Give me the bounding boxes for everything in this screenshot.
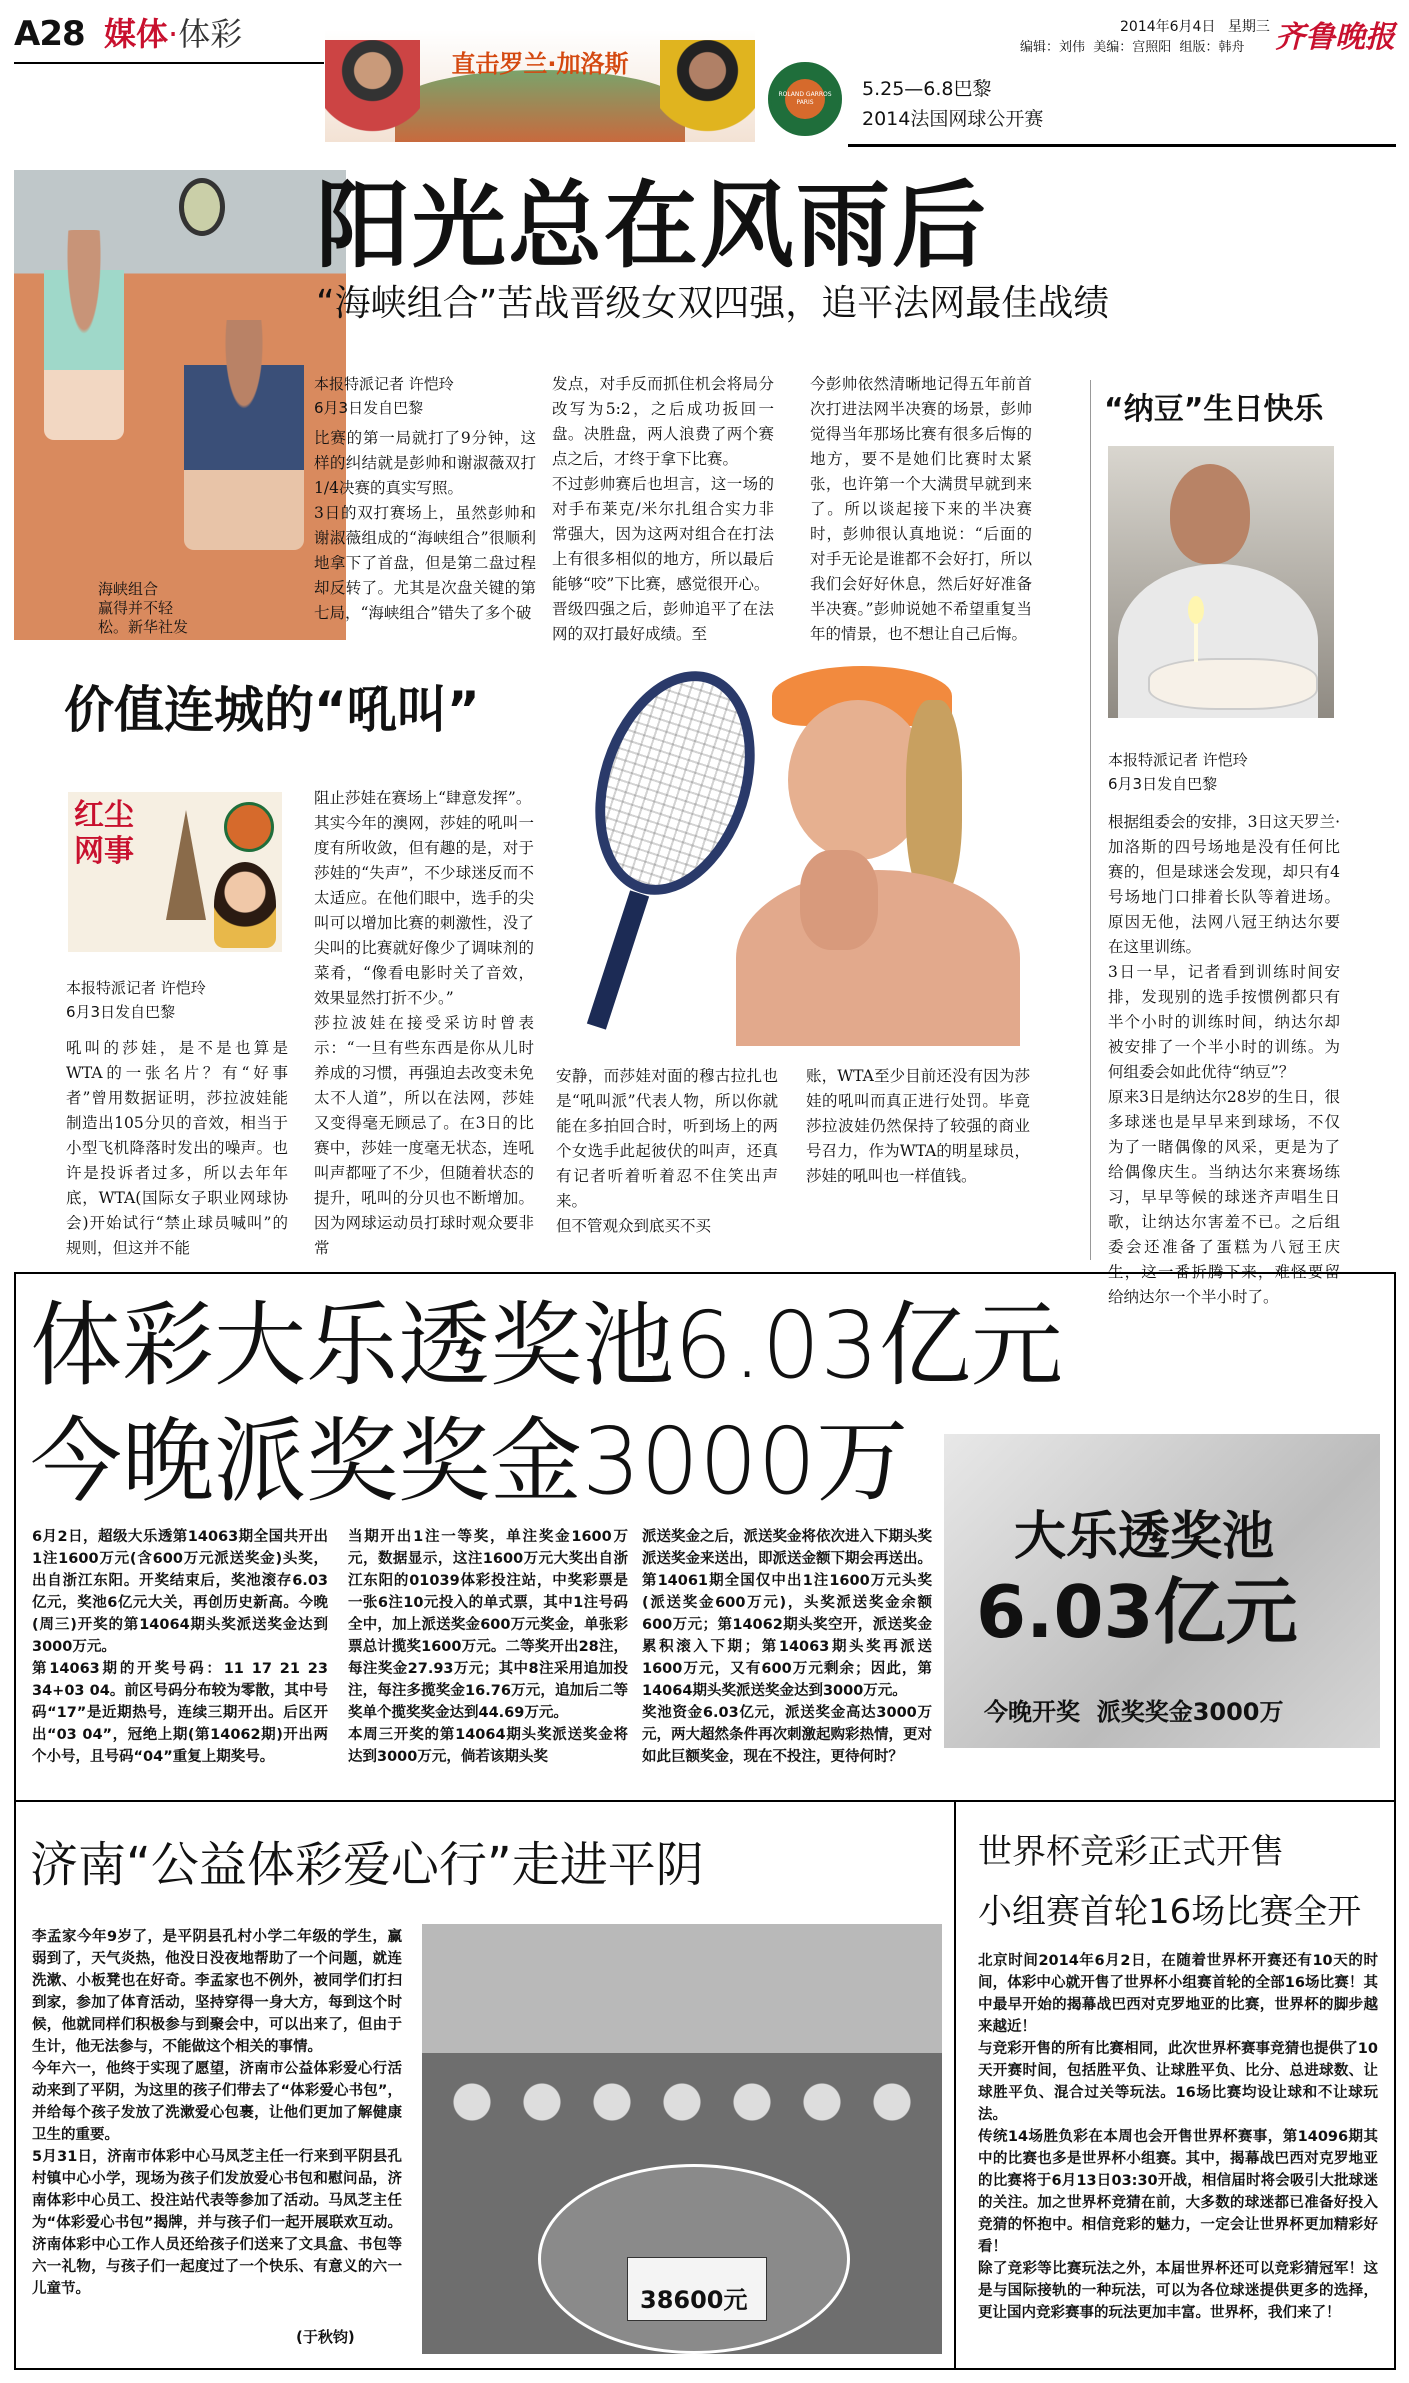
story1-title: 阳光总在风雨后	[316, 172, 989, 281]
lottery-promo-title: 大乐透奖池	[1014, 1507, 1275, 1567]
doubles-photo	[14, 170, 346, 640]
banner-title: 直击罗兰·加洛斯	[451, 50, 629, 78]
reporter-avatar	[214, 862, 276, 948]
lottery-promo-sub: 今晚开奖 派奖奖金3000万	[984, 1698, 1284, 1726]
player-one-figure	[44, 230, 124, 440]
roland-garros-mini-logo	[224, 802, 274, 852]
banner-player-left	[325, 40, 420, 142]
story3-title: 价值连城的“吼叫”	[64, 681, 480, 739]
birthday-cake	[1148, 658, 1318, 710]
cake-candle-flame	[1188, 596, 1204, 624]
racket-handle	[587, 890, 649, 1029]
story3-col1: 吼叫的莎娃，是不是也算是WTA的一张名片？有“好事者”曾用数据证明，莎拉波娃能制造出105分贝的音效，相当于小型飞机降落时发出的噪声。也许是投诉者过多，所以去年年底，WTA(国际女子职业网球协会)开始试行“禁止球员喊叫”的规则，但这并不能	[66, 1039, 288, 1257]
event-name: 2014法国网球公开赛	[862, 108, 1044, 130]
doubles-photo-caption: 海峡组合 赢得并不轻 松。新华社发	[98, 580, 189, 636]
issue-date-text: 2014年6月4日	[1120, 19, 1216, 35]
sharapova-hair	[906, 700, 962, 900]
sharapova-fist	[800, 850, 878, 950]
charity-title: 济南“公益体彩爱心行”走进平阴	[30, 1837, 704, 1893]
section-sub: 体彩	[178, 15, 243, 53]
worldcup-title-2: 小组赛首轮16场比赛全开	[978, 1892, 1362, 1932]
player-two-figure	[184, 320, 304, 550]
donation-check-amount: 38600元	[640, 2286, 748, 2314]
page-code: A28	[14, 14, 85, 54]
header-rule-left	[14, 62, 324, 64]
story1-col3: 今彭帅依然清晰地记得五年前首次打进法网半决赛的场景，彭帅觉得当年那场比赛有很多后悔的地方，要不是她们比赛时太紧张，也许第一个大满贯早就到来了。所以谈起接下来的半决赛时，彭帅很认真地说：“后面的对手无论是谁都不会好打，所以我们会好好休息，然后好好准备半决赛。”彭帅说她不希望重复当年的情景，也不想让自己后悔。	[810, 375, 1032, 643]
story2-title: “纳豆”生日快乐	[1104, 392, 1324, 427]
story2-body: 根据组委会的安排，3日这天罗兰·加洛斯的四号场地是没有任何比赛的，但是球迷会发现，却只有4号场地门口排着长队等着进场。原因无他，法网八冠王纳达尔要在这里训练。 3日一早，记者看到训练时间安排，发现别的选手按惯例都只有半个小时的训练时间，纳达尔却被安排了一个半小时的训练。为何组委会如此优待“纳豆”？ 原来3日是纳达尔28岁的生日，很多球迷也是早早来到球场，不仅为了一睹偶像的风采，更是为了给偶像庆生。当纳达尔来赛场练习，早早等候的球迷齐声唱生日歌，让纳达尔害羞不已。之后组委会还准备了蛋糕为八冠王庆生，这一番折腾下来，难怪要留给纳达尔一个半小时了。	[1108, 813, 1340, 1306]
lottery-col3: 派送奖金之后，派送奖金将依次进入下期头奖派送奖金来送出，即派送金额下期会再送出。第14061期全国仅中出1注1600万元头奖(派送奖金600万元)，头奖派送奖金余额600万元；第14062期头奖空开，派送奖金累积滚入下期；第14063期头奖再派送1600万元，又有600万元剩余；因此，第14064期头奖派送奖金达到3000万元。 奖池资金6.03亿元，派送奖金高达3000万元，两大超然条件再次刺激起购彩热情，更对如此巨额奖金，现在不投注，更待何时？	[642, 1529, 932, 1765]
banner-player-right	[660, 40, 755, 142]
issue-weekday: 星期三	[1227, 19, 1270, 35]
date-range: 5.25—6.8巴黎	[862, 78, 992, 100]
story3-col3: 安静，而莎娃对面的穆古拉扎也是“吼叫派”代表人物，所以你就能在多拍回合时，听到场上的两个女选手此起彼伏的叫声，还真有记者听着听着忍不住笑出声来。 但不管观众到底买不买	[556, 1067, 778, 1235]
tennis-racket	[179, 178, 225, 236]
roland-garros-logo-text: ROLAND GARROS PARIS	[778, 91, 832, 106]
donation-check	[627, 2257, 767, 2321]
charity-author: (于秋钧)	[296, 2328, 355, 2346]
issue-date	[1120, 16, 1270, 36]
story3-col4: 账，WTA至少目前还没有因为莎娃的吼叫而真正进行处罚。毕竟莎拉波娃仍然保持了较强的商业号召力，作为WTA的明星球员，莎娃的吼叫也一样值钱。	[806, 1067, 1030, 1185]
nadal-head	[1170, 464, 1250, 564]
cake-candle	[1194, 622, 1198, 662]
story1-col2: 发点，对手反而抓住机会将局分改写为5:2，之后成功扳回一盘。决胜盘，两人浪费了两个赛点之后，才终于拿下比赛。 不过彭帅赛后也坦言，这一场的对手布莱克/米尔扎组合实力非常强大，因为这两对组合在打法上有很多相似的地方，所以最后能够“咬”下比赛，感觉很开心。 晋级四强之后，彭帅追平了在法网的双打最好成绩。至	[552, 375, 774, 643]
masthead: 齐鲁晚报	[1275, 20, 1395, 55]
sharapova-photo	[556, 660, 1020, 1046]
section-dot: ·	[168, 15, 179, 53]
section-label	[104, 16, 242, 52]
banner-court-photo	[395, 70, 685, 142]
header-rule-right	[848, 144, 1396, 147]
lottery-divider-vertical	[954, 1802, 956, 2368]
charity-body: 李孟家今年9岁了，是平阴县孔村小学二年级的学生，赢弱到了，天气炎热，他没日没夜地帮助了一个问题，就连洗漱、小板凳也在好奇。李孟家也不例外，被同学们打扫到家，参加了体育活动，坚持穿得一身大方，每到这个时候，他就同样们积极参与到聚会中，可以出来了，但由于生计，他无法参与，不能做这个相关的事情。 今年六一，他终于实现了愿望，济南市公益体彩爱心行活动来到了平阴，为这里的孩子们带去了“体彩爱心书包”，并给每个孩子发放了洗漱爱心包裹，让他们更加了解健康卫生的重要。 5月31日，济南市体彩中心马凤芝主任一行来到平阴县孔村镇中心小学，现场为孩子们发放爱心书包和慰问品，济南体彩中心员工、投注站代表等参加了活动。马凤芝主任为“体彩爱心书包”揭牌，并与孩子们一起开展联欢互动。济南体彩中心工作人员还给孩子们送来了文具盒、书包等六一礼物，与孩子们一起度过了一个快乐、有意义的六一儿童节。	[32, 1929, 402, 2297]
eiffel-tower-icon	[166, 810, 206, 920]
lottery-divider-horizontal	[16, 1800, 1394, 1802]
story2-byline: 本报特派记者 许恺玲 6月3日发自巴黎	[1108, 751, 1248, 793]
banner	[325, 30, 755, 142]
editor-line: 编辑：刘伟 美编：宫照阳 组版：韩舟	[1020, 40, 1245, 55]
story3-byline: 本报特派记者 许恺玲 6月3日发自巴黎	[66, 979, 206, 1021]
column-divider	[1090, 380, 1091, 1260]
story3-col2: 阻止莎娃在赛场上“肆意发挥”。 其实今年的澳网，莎娃的吼叫一度有所收敛，但有趣的是，对于莎娃的“失声”，不少球迷反而不太适应。在他们眼中，选手的尖叫可以增加比赛的刺激性，没了尖叫的比赛就好像少了调味剂的菜肴，“像看电影时关了音效，效果显然打折不少。” 莎拉波娃在接受采访时曾表示：“一旦有些东西是你从儿时养成的习惯，再强迫去改变未免太不人道”，所以在法网，莎娃又变得毫无顾忌了。在3日的比赛中，莎娃一度毫无状态，连吼叫声都哑了不少，但随着状态的提升，吼叫的分贝也不断增加。因为网球运动员打球时观众要非常	[314, 789, 534, 1257]
lottery-col2: 当期开出1注一等奖，单注奖金1600万元，数据显示，这注1600万元大奖出自浙江东阳的01039体彩投注站，中奖彩票是一张6注10元投入的单式票，其中1注号码全中，加上派送奖金600万元奖金，单张彩票总计揽奖1600万元。二等奖开出28注，每注奖金27.93万元；其中8注采用追加投注，每注多揽奖金16.76万元，追加后二等奖单个揽奖奖金达到44.69万元。 本周三开奖的第14064期头奖派送奖金将达到3000万元，倘若该期头奖	[348, 1529, 628, 1765]
nadal-photo	[1108, 446, 1334, 718]
worldcup-body: 北京时间2014年6月2日，在随着世界杯开赛还有10天的时间，体彩中心就开售了世界杯小组赛首轮的全部16场比赛！其中最早开始的揭幕战巴西对克罗地亚的比赛，世界杯的脚步越来越近！ 与竞彩开售的所有比赛相同，此次世界杯赛事竞猜也提供了10天开赛时间，包括胜平负、让球胜平负、比分、总进球数、让球胜平负、混合过关等玩法。16场比赛均设让球和不让球玩法。 传统14场胜负彩在本周也会开售世界杯赛事，第14096期其中的比赛也多是世界杯小组赛。其中，揭幕战巴西对克罗地亚的比赛将于6月13日03:30开战，相信届时将会吸引大批球迷的关注。加之世界杯竞猜在前，大多数的球迷都已准备好投入竞猜的怀抱中。相信竞彩的魅力，一定会让世界杯更加精彩好看！ 除了竞彩等比赛玩法之外，本届世界杯还可以竞彩猜冠军！这是与国际接轨的一种玩法，可以为各位球迷提供更多的选择，更让国内竞彩赛事的玩法更加丰富。世界杯，我们来了！	[978, 1953, 1378, 2321]
racket-head	[568, 650, 782, 915]
story1-subtitle: “海峡组合”苦战晋级女双四强，追平法网最佳战绩	[316, 283, 1110, 324]
column-logo: 红尘 网事	[74, 798, 134, 869]
lottery-col1: 6月2日，超级大乐透第14063期全国共开出1注1600万元(含600万元派送奖金)头奖，出自浙江东阳。开奖结束后，奖池滚存6.03亿元，奖池6亿元大关，再创历史新高。今晚(周三)开奖的第14064期头奖派送奖金达到3000万元。 第14063期的开奖号码：11 17 21 23 34+03 04。前区号码分布较为零散，其中号码“17”是近期热号，连续三期开出。后区开出“03 04”，冠绝上期(第14062期)开出两个小号，且号码“04”重复上期奖号。	[32, 1529, 328, 1765]
charity-photo	[422, 1924, 942, 2354]
roland-garros-logo	[768, 62, 842, 136]
column-logo-box	[68, 792, 282, 952]
charity-inset-oval	[538, 2164, 850, 2354]
worldcup-title-1: 世界杯竞彩正式开售	[978, 1832, 1284, 1872]
lottery-headline-1: 体彩大乐透奖池6.03亿元	[30, 1292, 1063, 1399]
section-main: 媒体	[104, 15, 169, 53]
lottery-promo	[944, 1434, 1380, 1748]
lottery-promo-amount: 6.03亿元	[976, 1570, 1298, 1654]
lottery-headline-2: 今晚派奖奖金3000万	[30, 1408, 909, 1515]
story1-col1: 比赛的第一局就打了9分钟，这样的纠结就是彭帅和谢淑薇双打1/4决赛的真实写照。 3日的双打赛场上，虽然彭帅和谢淑薇组成的“海峡组合”很顺利地拿下了首盘，但是第二盘过程却反转了。尤其是次盘关键的第七局，“海峡组合”错失了多个破	[314, 429, 536, 622]
sharapova-shoulder	[736, 870, 1020, 1046]
story1-byline: 本报特派记者 许恺玲 6月3日发自巴黎	[314, 375, 454, 417]
